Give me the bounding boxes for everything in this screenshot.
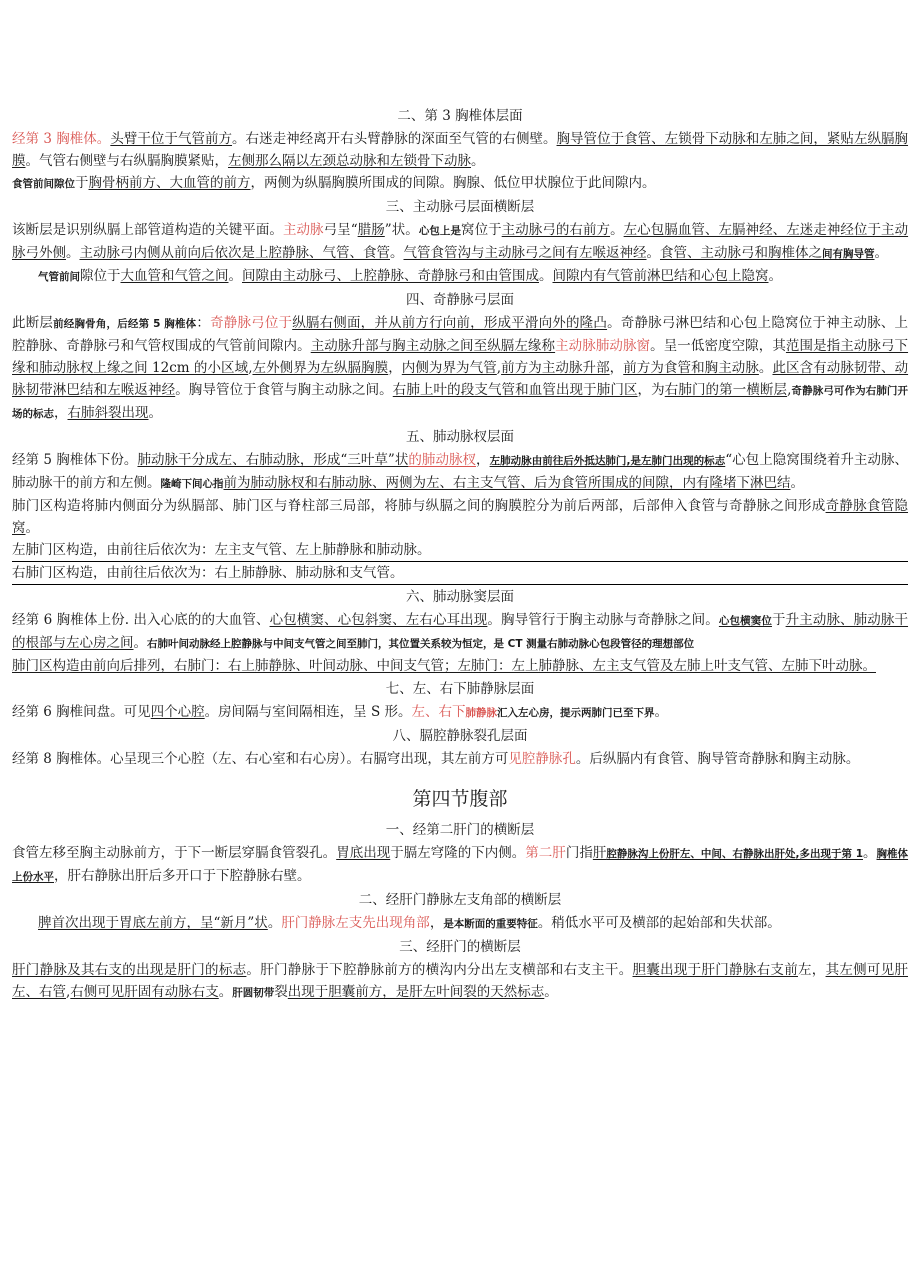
text-span: 肺门区构造将肺内侧面分为纵膈部、肺门区与脊柱部三局部，将肺与纵膈之间的胸膜腔分为前后两部，后部伸入食管与奇静脉之间形成 (12, 498, 826, 514)
text-span: 腊肠 (357, 222, 385, 238)
text-span: 经第 5 胸椎体下份。 (12, 452, 138, 468)
text-span: 奇静脉弓可作为右肺门开场的标志 (12, 385, 909, 420)
text-span: 腔静脉沟上份肝左、中间、右静脉出肝处,多出现于第 1 (606, 848, 863, 860)
text-span: 左心包膈血管、左膈神经、左迷走神经位于主动脉弓外侧 (12, 222, 909, 261)
text-span: 。奇静脉弓淋巴结和心包上隐窝位于神主动脉、上腔静脉、奇静脉弓和气管杈围成的气管前间隙内。 (12, 315, 909, 354)
text-span: 主动脉肺动脉窗 (555, 338, 651, 354)
text-span: 右侧可见肝固有动脉右支 (70, 984, 219, 1000)
text-span: 主动脉 (282, 222, 324, 238)
text-span: , (496, 360, 502, 376)
text-span: 肝门静脉左支先出现角部 (281, 915, 430, 931)
text-span: 。胸导管位于食管与胸主动脉之间。 (175, 382, 393, 398)
section-heading: 二、第 3 胸椎体层面 (397, 108, 523, 124)
text-span: ，两侧为纵膈胸膜所围成的间隙。胸腺、低位甲状腺位于此间隙内 (250, 175, 642, 191)
text-span: 食管、主动脉弓和胸椎体之 (660, 245, 822, 261)
text-span: 头臂干位于气管前方 (110, 131, 233, 147)
text-span: 见腔静脉孔 (508, 751, 576, 767)
text-span: 。 (654, 704, 669, 720)
text-span: 经第 8 胸椎体。心呈现三个心腔（左、右心室和右心房）。右膈穹出现，其左前方可 (12, 751, 509, 767)
text-span: 经第 6 胸椎体上份. 出入心底的的大血管、 (12, 612, 270, 628)
document-page (12, 104, 908, 1004)
text-span: 。 (642, 175, 656, 191)
part-title: 第四节腹部 (412, 788, 508, 810)
text-span: 气管前间 (38, 271, 80, 283)
text-span: 前方为主动脉升部 (501, 360, 610, 376)
text-span: 前经胸骨角，后经第 5 胸椎体 (53, 318, 197, 330)
text-span: 窝位于 (461, 222, 502, 238)
text-span: 隆崎下间心指 (160, 478, 224, 490)
text-span: 。 (471, 153, 485, 169)
text-span: 食管前间隙位 (12, 178, 75, 190)
text-span: 左， (797, 962, 826, 978)
text-span: , (787, 382, 792, 398)
text-span: 间隙内有气管前淋巴结和心包上隐窝 (552, 268, 769, 284)
text-span: 。 (148, 405, 162, 421)
text-span: 胸骨柄前方、大血管的前方 (88, 175, 251, 191)
paragraph (12, 609, 908, 655)
text-span: ： (196, 315, 211, 331)
text-span: 。 (544, 984, 558, 1000)
text-span: 肝圆韧带 (232, 987, 275, 999)
paragraph: 右肺门区构造，由前往后依次为：右上肺静脉、肺动脉和支气管。 (12, 562, 908, 585)
text-span: 门指 (565, 845, 593, 861)
text-span: 。 (228, 268, 242, 284)
text-span: 主动脉弓的右前方 (501, 222, 611, 238)
text-span: 范围是指主动脉弓下缘和肺动脉杈上缘之间 12cm 的小区域 (12, 338, 909, 376)
text-span: 大血管和气管之间 (120, 268, 229, 284)
text-span: 升主动脉、肺动脉干的根部与左心房之间 (12, 612, 909, 651)
text-span: 。稍低水平可及横部的起始部和失状部。 (537, 915, 781, 931)
text-span: 肺静脉 (465, 707, 498, 719)
text-span: 间隙由主动脉弓、上腔静脉、奇静脉弓和由管围成 (242, 268, 539, 284)
paragraph (12, 842, 908, 888)
text-span: 主动脉弓内侧从前向后依次是上腔静脉、气管、食管 (79, 245, 390, 261)
text-span: 。呈一低密度空隙，其 (650, 338, 786, 354)
text-span: 。 (610, 222, 624, 238)
text-span: ”状。 (384, 222, 419, 238)
text-span: ，肝右静脉出肝后多开口于下腔静脉右壁。 (54, 868, 311, 884)
text-span: 心包横窦位 (718, 615, 772, 627)
text-span: 右肺门的第一横断层 (664, 382, 788, 398)
text-span: 。 (390, 245, 404, 261)
text-span: 左肺动脉由前往后外抵达肺门,是左肺门出现的标志 (489, 455, 726, 467)
paragraph (12, 128, 908, 172)
text-span: , (66, 984, 71, 1000)
paragraph (12, 959, 908, 1004)
text-span: ， (609, 360, 624, 376)
paragraph (12, 449, 908, 495)
text-span: 前为肺动脉杈和右肺动脉、两侧为左、右主支气管、后为食管所围成的间隙，内有隆堵下淋巴结 (223, 475, 791, 491)
section-heading: 二、经肝门静脉左支角部的横断层 (358, 892, 562, 908)
text-span: 出现于胆囊前方，是肝左叶间裂的天然标志 (287, 984, 545, 1000)
text-span: ，为 (637, 382, 665, 398)
text-span: 食管左移至胸主动脉前方，于下一断层穿膈食管裂孔。 (12, 845, 337, 861)
text-span: 经第 3 胸椎体。 (12, 131, 111, 147)
text-span: 间有胸导管 (822, 248, 875, 260)
text-span: 此区含有动脉韧带、动脉韧带淋巴结和左喉返神经 (12, 360, 909, 398)
text-span: 隙位于 (80, 268, 121, 284)
section-heading: 一、经第二肝门的横断层 (385, 822, 535, 838)
text-span: 。肝门静脉于下腔静脉前方的横沟内分出左支横部和右支主干。 (246, 962, 633, 978)
text-span: 四个心腔 (150, 704, 205, 720)
text-span: 左侧那么隔以左颈总动脉和左锁骨下动脉 (228, 153, 471, 169)
paragraph (12, 172, 908, 195)
text-span: 。 (133, 635, 147, 651)
text-span: 右肺上叶的段支气管和血管出现于肺门区 (392, 382, 638, 398)
text-span: ， (388, 360, 402, 376)
text-span: 胃底出现 (336, 845, 391, 861)
paragraph (12, 312, 908, 425)
text-span: 。 (267, 915, 282, 931)
text-span: 。 (874, 245, 888, 261)
text-span: 。 (768, 268, 782, 284)
paragraph (12, 265, 908, 288)
paragraph (12, 748, 908, 770)
text-span: 。 (863, 845, 877, 861)
text-span: 。气管右侧壁与右纵膈胸膜紧贴， (25, 153, 228, 169)
paragraph (12, 701, 908, 724)
paragraph (12, 912, 908, 935)
paragraph (12, 495, 908, 539)
text-span: 该断层是识别纵膈上部管道构造的关键平面。 (12, 222, 283, 238)
text-span: 。右迷走神经离开右头臂静脉的深面至气管的右侧壁。 (232, 131, 557, 147)
section-heading: 六、肺动脉窦层面 (406, 589, 514, 605)
text-span: 。 (790, 475, 804, 491)
text-span: 左外侧界为左纵膈胸膜 (252, 360, 389, 376)
section-heading: 三、主动脉弓层面横断层 (385, 199, 535, 215)
text-span: 。 (646, 245, 660, 261)
section-heading: 四、奇静脉弓层面 (406, 292, 514, 308)
paragraph: 肺门区构造由前向后排列，右肺门：右上肺静脉、叶间动脉、中间支气管；左肺门：左上肺静脉、左主支气管及左肺上叶支气管、左肺下叶动脉。 (12, 658, 876, 674)
text-span: ， (429, 915, 444, 931)
text-span: ， (54, 405, 68, 421)
text-span: 胸导管位于食管、左锁骨下动脉和左肺之间，紧贴左纵膈胸膜 (12, 131, 909, 169)
text-span: 前方为食管和胸主动脉 (623, 360, 759, 376)
text-span: 的肺动脉杈 (408, 452, 477, 468)
text-span: 。 (218, 984, 233, 1000)
section-heading: 七、左、右下肺静脉层面 (385, 681, 535, 697)
text-span: “心包上隐窝围绕着升主动脉、肺动脉干的前方和左侧。 (12, 452, 909, 491)
text-span: 其左侧可见肝左、右管 (12, 962, 909, 1000)
text-span: 裂 (274, 984, 288, 1000)
text-span: 心包上是 (418, 225, 462, 237)
text-span: 脾首次出现于胃底左前方，呈“新月”状 (38, 915, 268, 931)
text-span: 于膈左穹隆的下内侧。 (390, 845, 526, 861)
text-span: 于 (771, 612, 786, 628)
text-span: 。房间隔与室间隔相连，呈 S 形。 (204, 704, 412, 720)
text-span: 。 (66, 245, 80, 261)
text-span: 第二肝 (525, 845, 566, 861)
text-span: 肝 (592, 845, 607, 861)
paragraph (12, 219, 908, 265)
text-span: 。后纵膈内有食管、胸导管奇静脉和胸主动脉。 (575, 751, 860, 767)
text-span: 胸椎体上份水平 (12, 848, 909, 883)
text-span: 胆囊出现于肝门静脉右支前 (632, 962, 798, 978)
text-span: 奇静脉弓位于 (210, 315, 293, 331)
text-span: 肝门静脉及其右支的出现是肝门的标志 (12, 962, 247, 978)
text-span: 纵膈右侧面，并从前方行向前，形成平滑向外的隆凸 (292, 315, 608, 331)
section-heading: 三、经肝门的横断层 (399, 939, 521, 955)
text-span: 弓呈“ (323, 222, 358, 238)
text-span: 主动脉升部与胸主动脉之间至纵膈左缘称 (310, 338, 556, 354)
text-span: 。 (758, 360, 773, 376)
text-span: 肺动脉干分成左、右肺动脉，形成“三叶草”状 (137, 452, 409, 468)
text-span: 。胸导管行于胸主动脉与奇静脉之间。 (487, 612, 719, 628)
text-span: 是本断面的重要特征 (443, 918, 538, 930)
text-span: 经第 6 胸椎间盘。可见 (12, 704, 151, 720)
text-span: 奇静脉食管隐窝 (12, 498, 909, 536)
section-heading: 五、肺动脉杈层面 (406, 429, 514, 445)
text-span: 右肺叶间动脉经上腔静脉与中间支气管之间至肺门，其位置关系较为恒定，是 CT 测量右肺动脉心包段管径的理想部位 (147, 638, 695, 650)
text-span: 左、右下 (411, 704, 466, 720)
text-span: 汇入左心房，提示两肺门已至下界 (497, 707, 655, 719)
text-span: , (248, 360, 253, 376)
text-span: 此断层 (12, 315, 54, 331)
text-span: 内侧为界为气管 (401, 360, 497, 376)
text-span: 。 (539, 268, 553, 284)
text-span: 气管食管沟与主动脉弓之间有左喉返神经 (403, 245, 647, 261)
text-span: ， (476, 452, 490, 468)
text-span: 。 (25, 520, 39, 536)
text-span: 于 (75, 175, 89, 191)
text-span: 右肺斜裂出现 (67, 405, 149, 421)
text-span: 心包横窦、心包斜窦、左右心耳出现 (269, 612, 488, 628)
paragraph: 左肺门区构造，由前往后依次为：左主支气管、左上肺静脉和肺动脉。 (12, 539, 908, 562)
section-heading: 八、膈腔静脉裂孔层面 (392, 728, 528, 744)
